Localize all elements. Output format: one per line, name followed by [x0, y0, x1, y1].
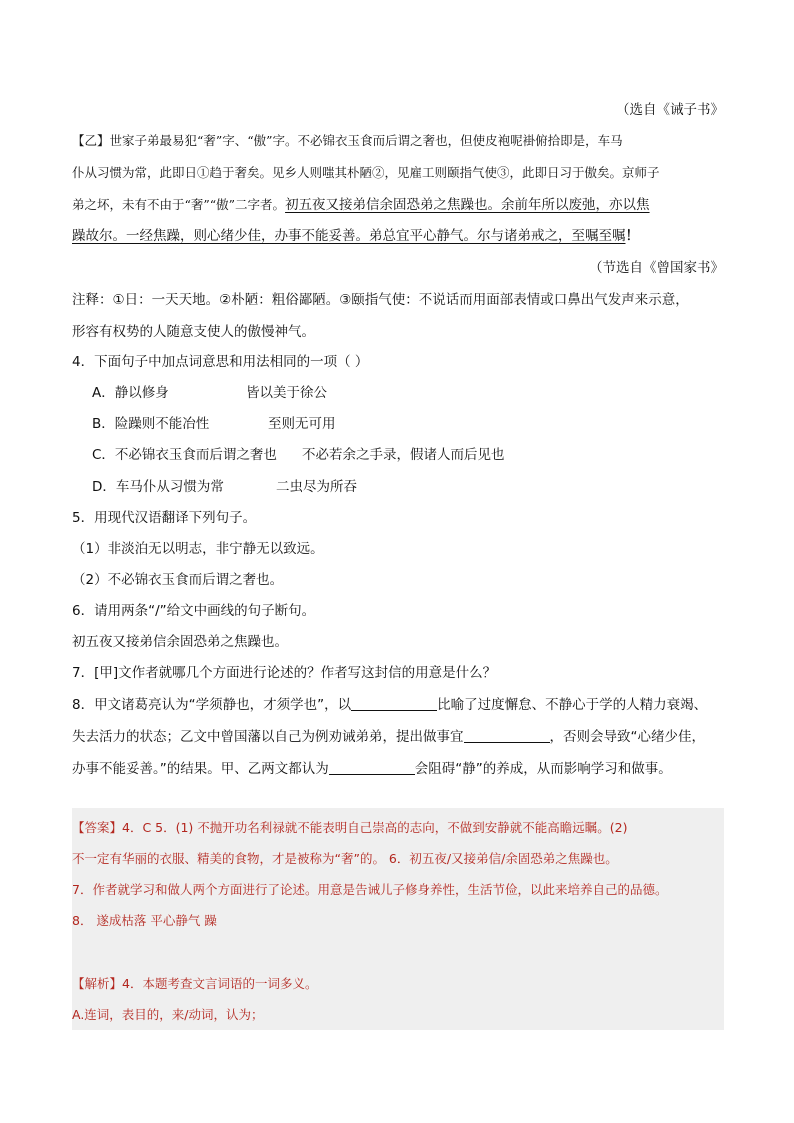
- underlined-sentence: 初五夜又接弟信余固恐弟之焦躁也。余前年所以废弛，亦以焦: [285, 197, 650, 213]
- source-note-jia: （选自《诫子书》: [616, 102, 724, 118]
- answer-blank-2[interactable]: [464, 728, 550, 743]
- yi-text-line-2: 仆从习惯为常，此即日①趋于奢矣。见乡人则嗤其朴陋②，见雇工则颐指气使③，此即日习于傲矣。京师子: [72, 165, 660, 180]
- exclamation-mark: ！: [625, 228, 639, 244]
- underlined-continuation: 躁故尔。一经焦躁，则心绪少佳，办事不能妥善。弟总宜平心静气。尔与诸弟戒之，至嘱至嘱: [72, 228, 626, 244]
- question-8-line-3: [72, 759, 724, 779]
- option-b-left: B．险躁则不能冶性: [92, 416, 210, 432]
- option-a-left: A．静以修身: [92, 385, 169, 401]
- question-8-text-f: 会阻碍“静”的养成，从而影响学习和做事。: [414, 761, 672, 777]
- answer-blank-1[interactable]: [351, 696, 437, 711]
- question-8-line-2: [72, 727, 724, 747]
- answer-line-2: 不一定有华丽的衣服、精美的食物，才是被称为“奢”的。 6．初五夜/又接弟信/余固恐弟之焦躁也。: [72, 851, 618, 866]
- yi-text-line-3-plain: 弟之坏，未有不由于“奢”“傲”二字者。: [72, 197, 286, 212]
- question-6-sentence: 初五夜又接弟信余固恐弟之焦躁也。: [72, 634, 288, 650]
- explanation-line-2: A.连词，表目的，来/动词，认为；: [72, 1007, 264, 1022]
- answer-line-4: 8． 遂成枯落 平心静气 躁: [72, 913, 217, 928]
- option-a-right: 皆以美于徐公: [246, 385, 327, 401]
- question-8-text-e: 办事不能妥善。”的结果。甲、乙两文都认为: [72, 761, 329, 777]
- question-7: 7．[甲]文作者就哪几个方面进行论述的？作者写这封信的用意是什么？: [72, 665, 497, 681]
- question-6: 6．请用两条“/”给文中画线的句子断句。: [72, 603, 316, 619]
- annotation-line-1: 注释：①日：一天天地。②朴陋：粗俗鄙陋。③颐指气使：不说话而用面部表情或口鼻出气发声来示意，: [72, 292, 689, 308]
- question-5-item-2: （2）不必锦衣玉食而后谓之奢也。: [72, 572, 284, 588]
- yi-text-line-4: [72, 226, 724, 246]
- source-note-yi: （节选自《曾国家书》: [589, 260, 724, 276]
- question-8-text-a: 8．甲文诸葛亮认为“学须静也，才须学也”，以: [72, 697, 352, 713]
- explanation-line-1: 【解析】4．本题考查文言词语的一词多义。: [72, 976, 318, 991]
- option-d-left: D．车马仆从习惯为常: [92, 479, 224, 495]
- question-4: 4．下面句子中加点词意思和用法相同的一项（ ）: [72, 354, 369, 370]
- question-5-item-1: （1）非淡泊无以明志，非宁静无以致远。: [72, 541, 324, 557]
- question-5: 5．用现代汉语翻译下列句子。: [72, 510, 257, 526]
- option-c-left: C．不必锦衣玉食而后谓之奢也: [92, 447, 277, 463]
- question-8-text-c: 失去活力的状态；乙文中曾国藩以自己为例劝诫弟弟，提出做事宜: [72, 729, 464, 745]
- answer-line-3: 7．作者就学习和做人两个方面进行了论述。用意是告诫儿子修身养性，生活节俭，以此来培养自己的品德。: [72, 882, 668, 897]
- annotation-line-2: 形容有权势的人随意支使人的傲慢神气。: [72, 324, 315, 340]
- option-c-right: 不必若余之手录，假诸人而后见也: [302, 447, 505, 463]
- option-d-right: 二虫尽为所吞: [276, 479, 357, 495]
- question-8-line-1: [72, 695, 724, 715]
- option-b-right: 至则无可用: [268, 416, 336, 432]
- question-8-text-d: ，否则会导致“心绪少佳，: [549, 729, 705, 745]
- question-8-text-b: 比喻了过度懈怠、不静心于学的人精力衰竭、: [437, 697, 708, 713]
- answer-blank-3[interactable]: [329, 760, 415, 775]
- answer-line-1: 【答案】4．C 5．(1) 不抛开功名利禄就不能表明自己崇高的志向，不做到安静就不能高瞻远瞩。(2): [72, 820, 628, 835]
- yi-text-line-3: [72, 195, 724, 215]
- yi-text-line-1: 【乙】世家子弟最易犯“奢”字、“傲”字。不必锦衣玉食而后谓之奢也，但使皮袍呢褂俯拾即是，车马: [72, 133, 623, 148]
